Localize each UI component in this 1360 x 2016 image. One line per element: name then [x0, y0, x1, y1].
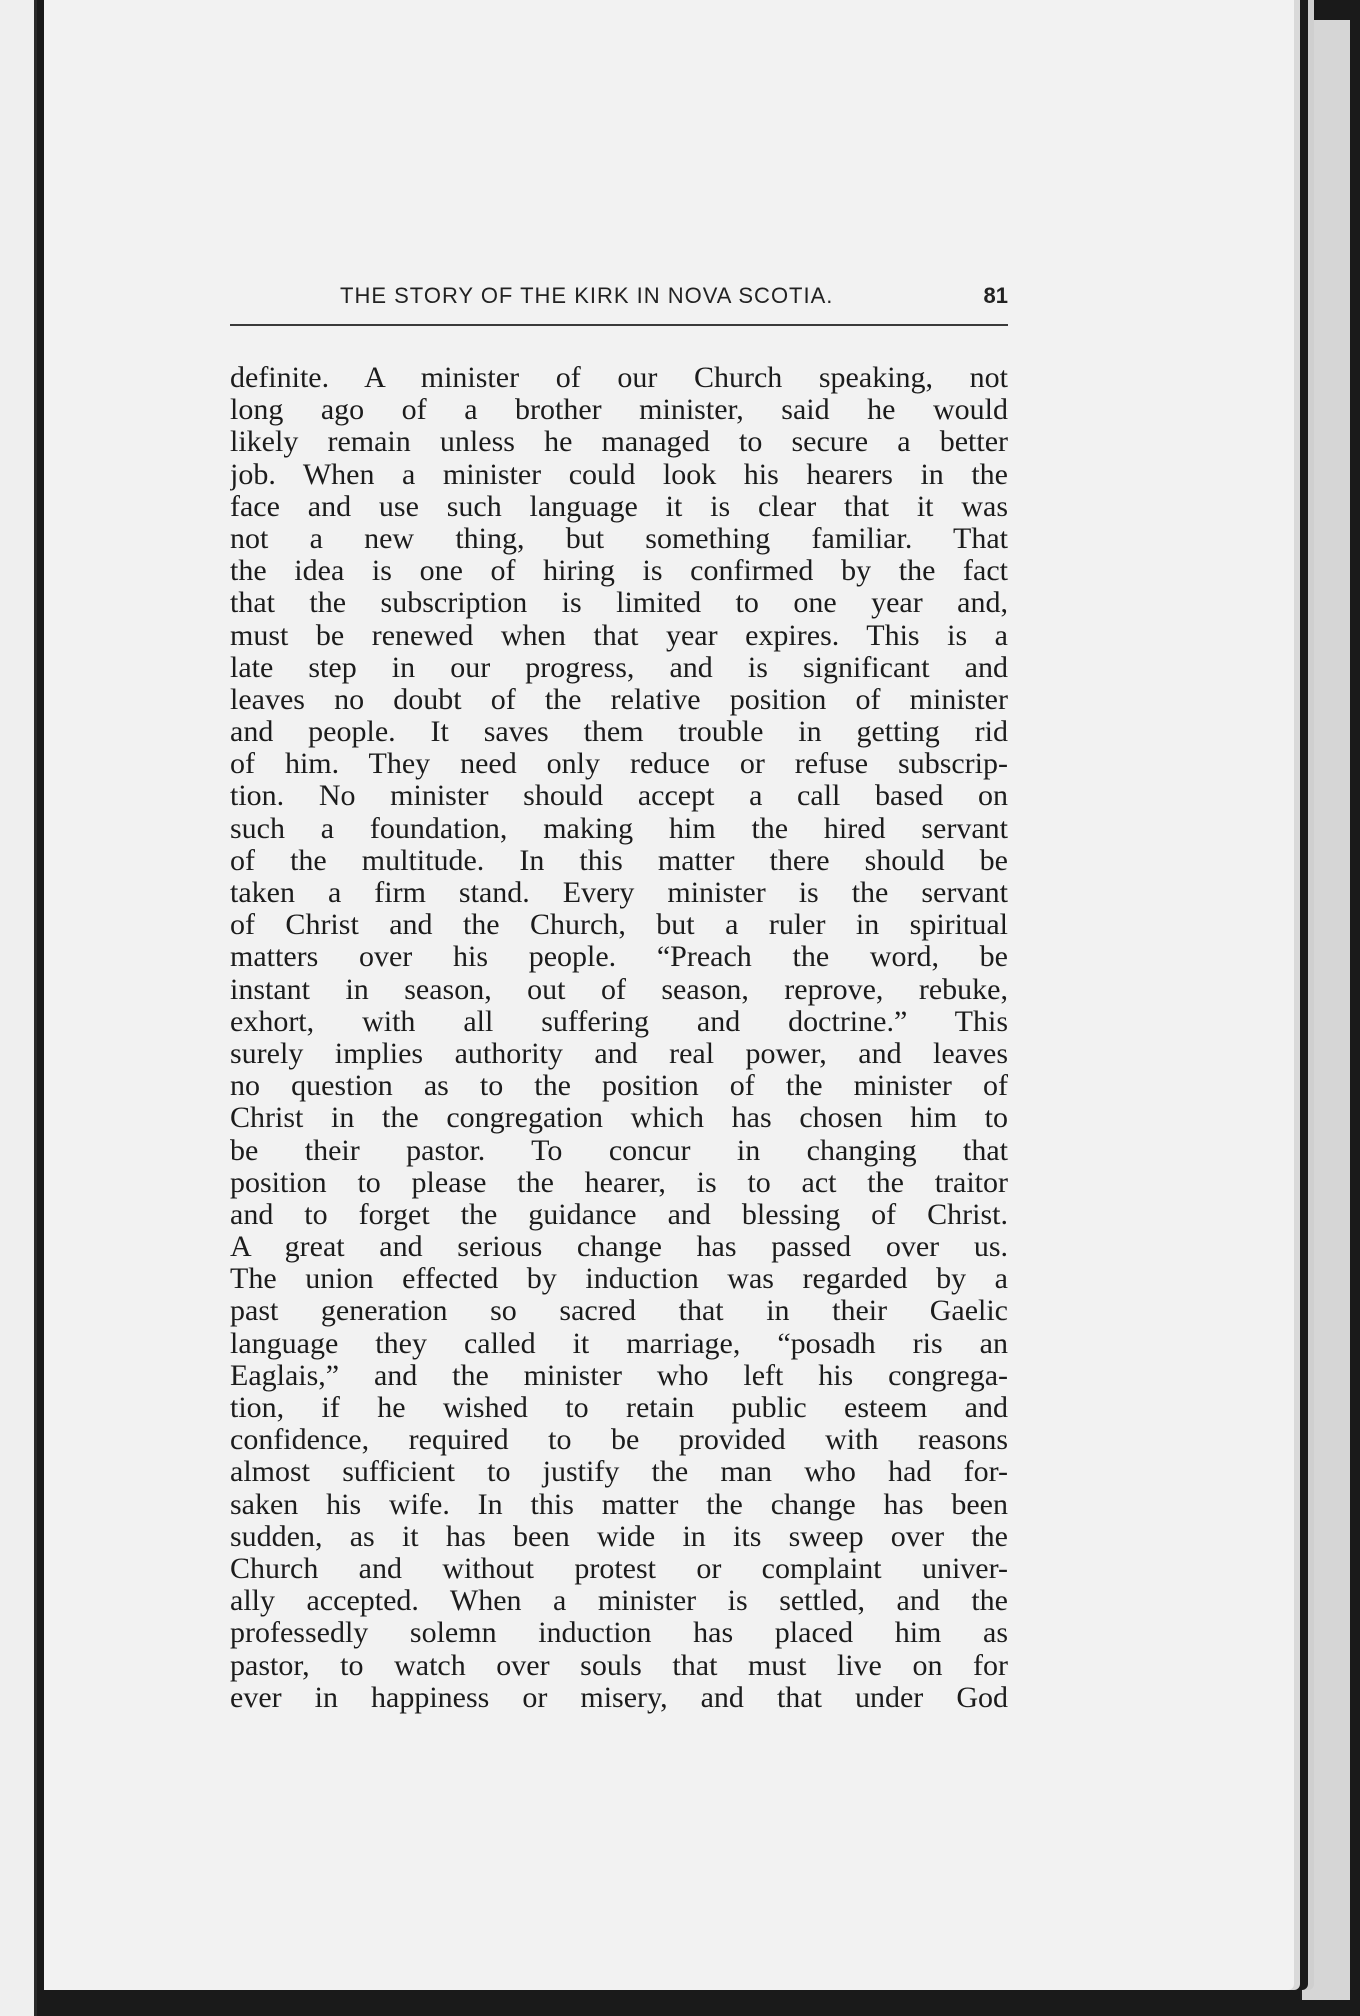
text-line: taken a firm stand. Every minister is the servant — [230, 877, 1008, 909]
text-line: late step in our progress, and is significant and — [230, 651, 1008, 684]
text-line: surely implies authority and real power, and leaves — [230, 1037, 1008, 1070]
text-line: long ago of a brother minister, said he would — [230, 394, 1008, 427]
text-line: Christ in the congregation which has chosen him to — [230, 1102, 1008, 1135]
text-line: definite. A minister of our Church speaking, not — [230, 362, 1008, 394]
body-text — [230, 362, 1008, 1714]
text-line: leaves no doubt of the relative position of minister — [230, 683, 1008, 716]
page-header — [232, 277, 1008, 321]
text-line: instant in season, out of season, reprove, rebuke, — [230, 973, 1008, 1006]
text-line: the idea is one of hiring is confirmed by the fact — [230, 555, 1008, 588]
text-line: confidence, required to be provided with reasons — [230, 1424, 1008, 1457]
text-line: face and use such language it is clear that it was — [230, 490, 1008, 523]
text-line: tion, if he wished to retain public esteem and — [230, 1392, 1008, 1424]
text-line: such a foundation, making him the hired servant — [230, 812, 1008, 845]
text-line: be their pastor. To concur in changing that — [230, 1134, 1008, 1167]
page-number: 81 — [983, 283, 1008, 308]
text-line: that the subscription is limited to one year and, — [230, 587, 1008, 620]
text-line: The union effected by induction was regarded by a — [230, 1263, 1008, 1296]
text-line: not a new thing, but something familiar. That — [230, 522, 1008, 555]
text-line: no question as to the position of the minister of — [230, 1070, 1008, 1103]
text-line: Church and without protest or complaint univer- — [230, 1552, 1008, 1585]
header-rule — [230, 324, 1008, 326]
text-line: of the multitude. In this matter there should be — [230, 844, 1008, 877]
text-line: ally accepted. When a minister is settled, and the — [230, 1585, 1008, 1618]
text-line: of Christ and the Church, but a ruler in spiritual — [230, 909, 1008, 942]
text-line: job. When a minister could look his hearers in the — [230, 458, 1008, 491]
text-line: past generation so sacred that in their Gaelic — [230, 1295, 1008, 1328]
text-line: and people. It saves them trouble in getting rid — [230, 716, 1008, 749]
text-line: tion. No minister should accept a call based on — [230, 780, 1008, 813]
text-line: saken his wife. In this matter the change has been — [230, 1488, 1008, 1521]
running-title: THE STORY OF THE KIRK IN NOVA SCOTIA. — [340, 283, 834, 308]
text-line: sudden, as it has been wide in its sweep over the — [230, 1520, 1008, 1553]
text-line: A great and serious change has passed over us. — [230, 1231, 1008, 1264]
right-page-edge — [1300, 20, 1350, 2000]
text-line: language they called it marriage, “posadh ris an — [230, 1327, 1008, 1360]
text-line: and to forget the guidance and blessing of Christ. — [230, 1198, 1008, 1231]
left-page-edge — [0, 0, 37, 2016]
text-line: matters over his people. “Preach the word, be — [230, 941, 1008, 974]
text-line: exhort, with all suffering and doctrine.” This — [230, 1005, 1008, 1038]
text-line: professedly solemn induction has placed him as — [230, 1617, 1008, 1650]
text-line: pastor, to watch over souls that must live on for — [230, 1649, 1008, 1682]
text-line: must be renewed when that year expires. This is a — [230, 619, 1008, 652]
text-line: position to please the hearer, is to act the traitor — [230, 1166, 1008, 1199]
text-line: Eaglais,” and the minister who left his congrega- — [230, 1359, 1008, 1392]
text-line: of him. They need only reduce or refuse subscrip- — [230, 748, 1008, 781]
text-line: ever in happiness or misery, and that under God — [230, 1681, 1008, 1714]
text-line: almost sufficient to justify the man who had for- — [230, 1456, 1008, 1489]
text-line: likely remain unless he managed to secure a better — [230, 426, 1008, 459]
